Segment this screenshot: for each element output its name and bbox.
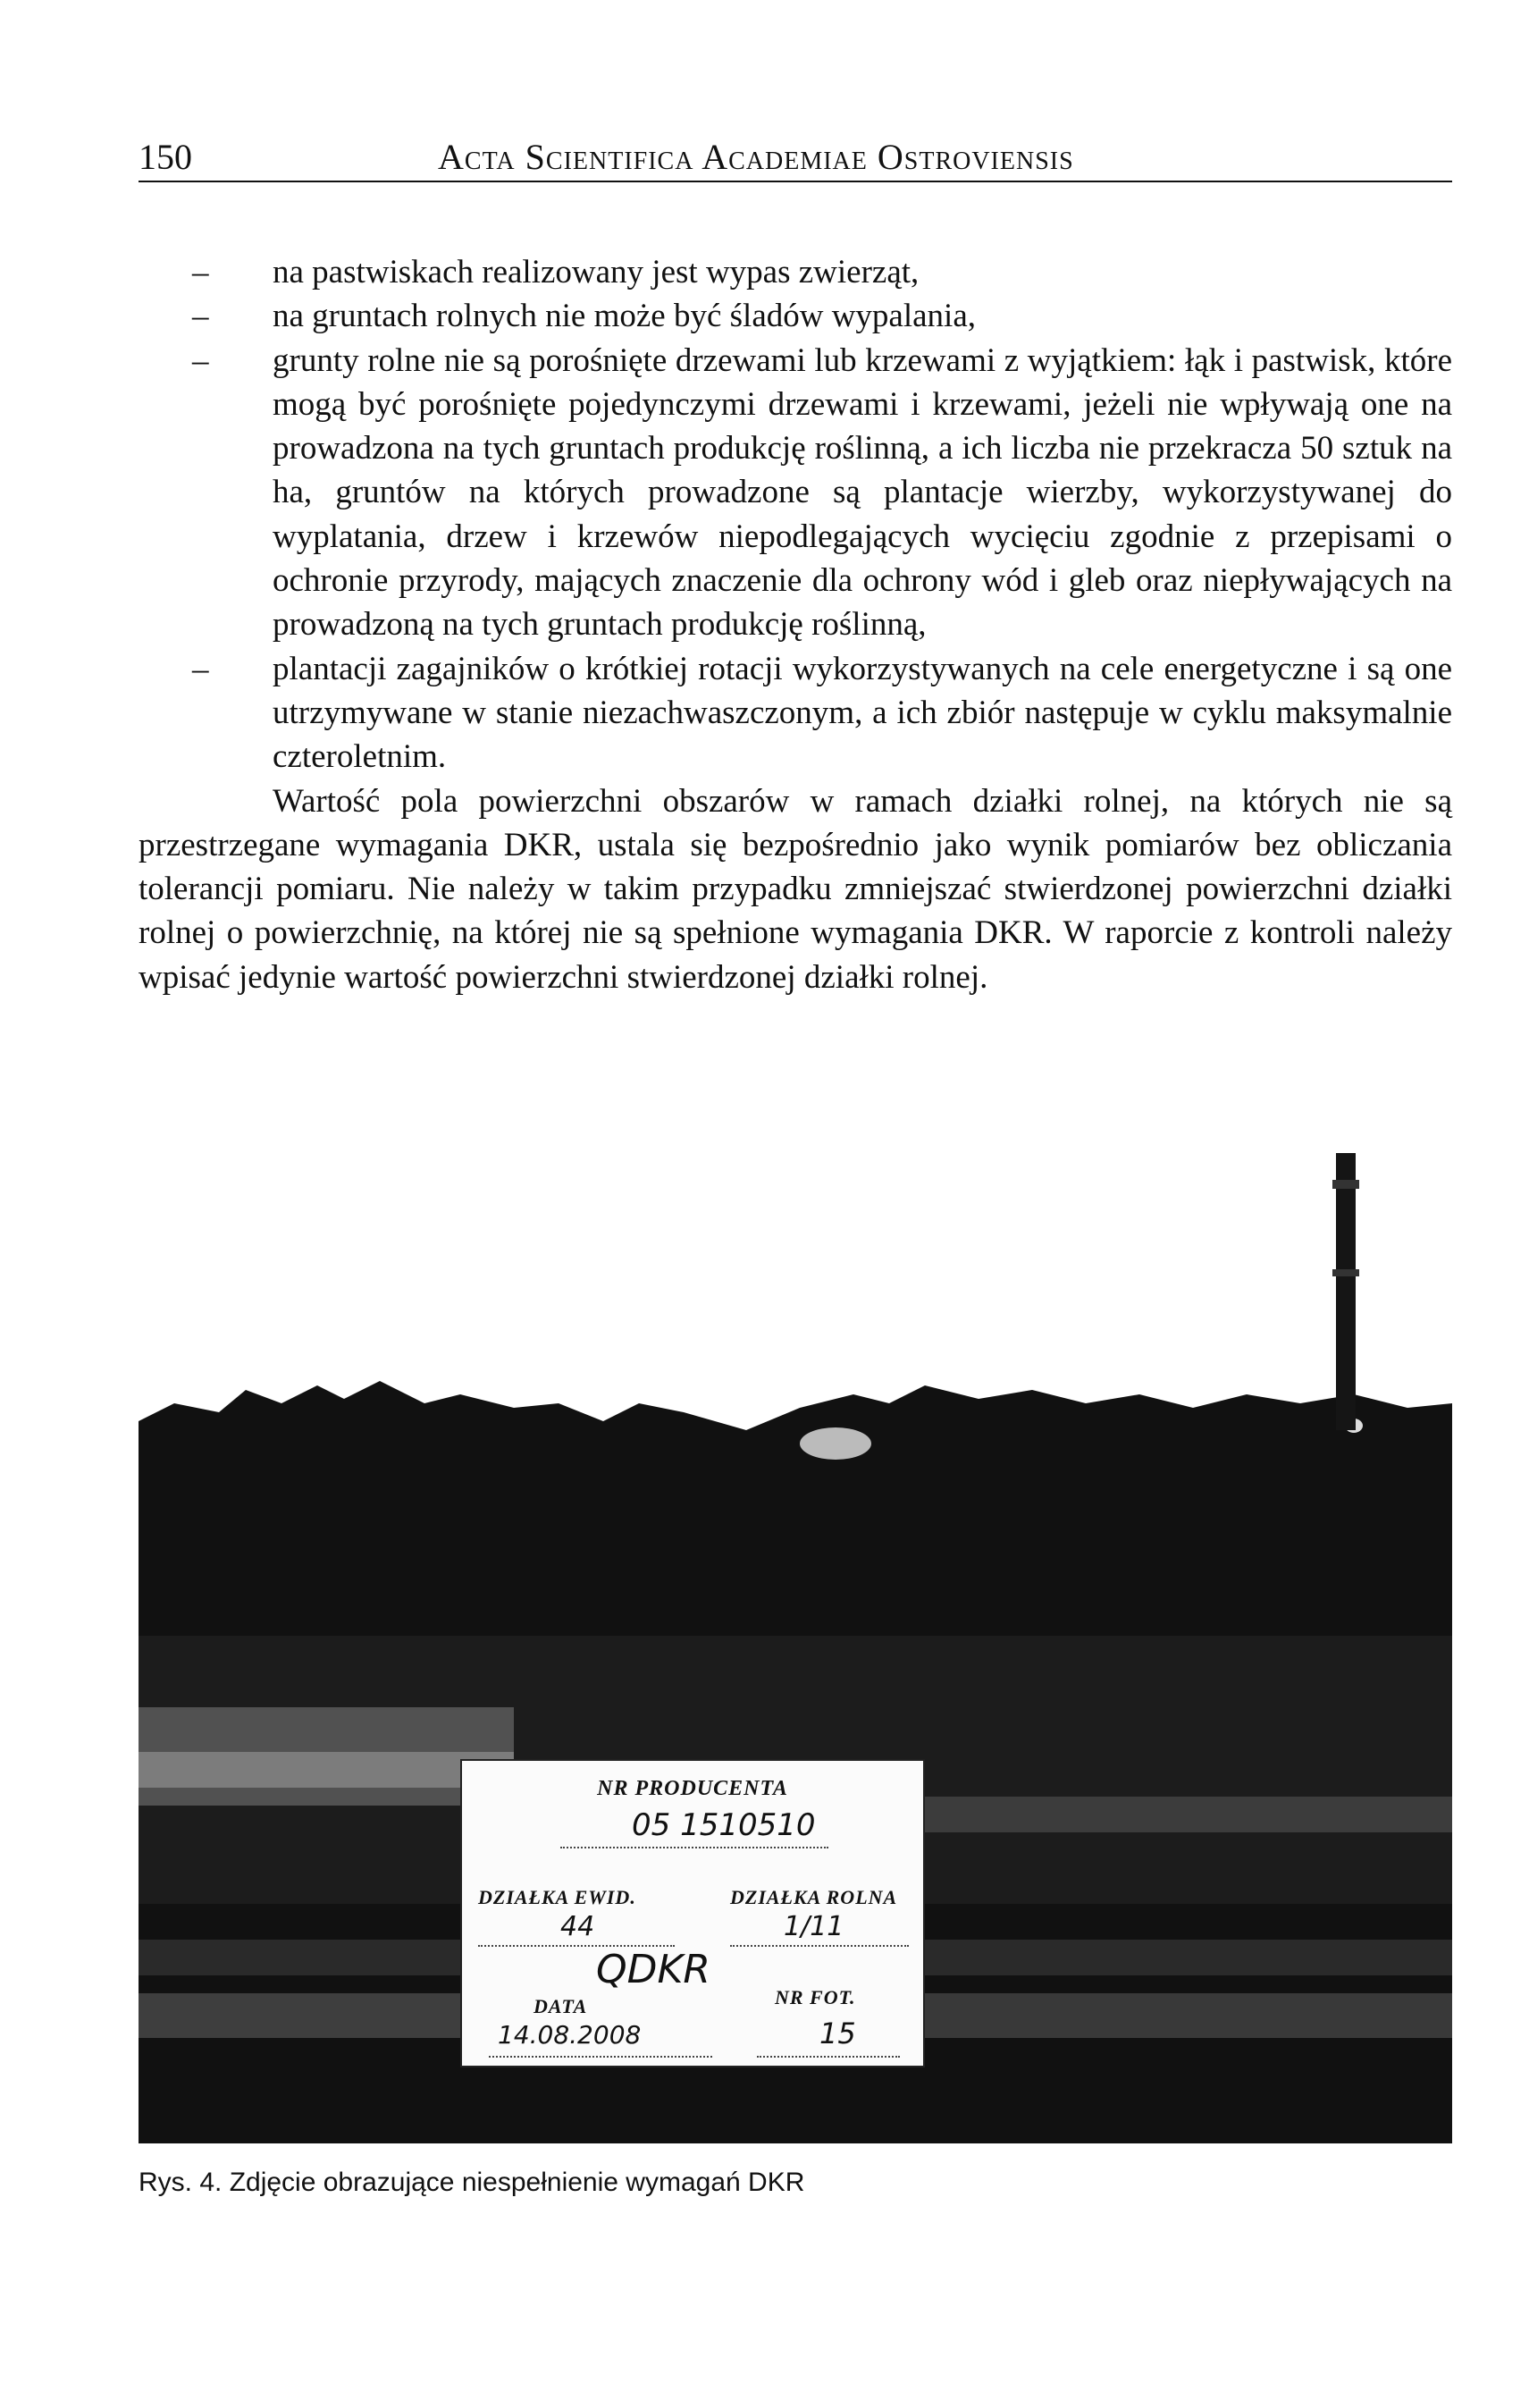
photo-number: 15 [819, 2016, 856, 2050]
date-label: DATA [533, 1995, 588, 2017]
list-item-text: grunty rolne nie są porośnięte drzewami lub krzewami z wyjątkiem: łąk i pastwisk, które mogą być porośnięte pojedynczymi drzewami i krzewami, jeżeli nie wpływają one na prowadzona na tych gruntach produkcję roślinną, a ich liczba nie przekracza 50 sztuk na ha, gruntów na których prowadzone są plantacje wierzby, wykorzystywanej do wyplatania, drzew i krzewów niepodlegających wycięciu zgodnie z przepisami o ochronie przyrody, mających znaczenie dla ochrony wód i gleb oraz niepływających na prowadzoną na tych gruntach produkcję roślinną, [273, 341, 1452, 644]
list-dash: – [192, 298, 209, 335]
photo-number-label: NR FOT. [775, 1986, 856, 2008]
plot-rolna-number: 1/11 [784, 1911, 844, 1942]
producer-number: 05 1510510 [632, 1807, 816, 1843]
list-item-text: na gruntach rolnych nie może być śladów wypalania, [273, 298, 977, 335]
field-photo [139, 1135, 1452, 2159]
list-dash: – [192, 650, 209, 687]
list-dash: – [192, 341, 209, 379]
dotted-line [560, 1847, 828, 1848]
body-text [139, 250, 1452, 999]
dotted-line [489, 2056, 712, 2058]
plot-rolna-label: DZIAŁKA ROLNA [730, 1886, 898, 1908]
dkr-stamp: QDKR [596, 1947, 710, 1992]
list-item [139, 647, 1452, 779]
plot-ewid-label: DZIAŁKA EWID. [478, 1886, 636, 1908]
list-item [139, 339, 1452, 647]
list-item-text: plantacji zagajników o krótkiej rotacji wykorzystywanych na cele energetyczne i są one utrzymywane w stanie niezachwaszczonym, a ich zbiór następuje w cyklu maksymalnie czteroletnim. [273, 650, 1452, 776]
running-header [139, 134, 1452, 182]
dotted-line [757, 2056, 900, 2058]
list-item [139, 294, 1452, 338]
journal-title: Acta Scientifica Academiae Ostroviensis [438, 137, 1074, 177]
producer-label: NR PRODUCENTA [597, 1777, 788, 1800]
plot-label-card [460, 1759, 925, 2067]
figure-caption: Rys. 4. Zdjęcie obrazujące niespełnienie wymagań DKR [139, 2168, 805, 2197]
list-item-text: na pastwiskach realizowany jest wypas zwierząt, [273, 254, 920, 290]
list-dash: – [192, 254, 209, 290]
body-paragraph: Wartość pola powierzchni obszarów w ramach działki rolnej, na których nie są przestrzegane wymagania DKR, ustala się bezpośrednio jako wynik pomiarów bez obliczania tolerancji pomiaru. Nie należy w takim przypadku zmniejszać stwierdzonej powierzchni działki rolnej o powierzchnię, na której nie są spełnione wymagania DKR. W raporcie z kontroli należy wpisać jedynie wartość powierzchni stwierdzonej działki rolnej. [139, 782, 1452, 996]
date-value: 14.08.2008 [498, 2020, 642, 2050]
dotted-line [730, 1945, 909, 1947]
plot-ewid-number: 44 [560, 1911, 595, 1942]
list-item [139, 250, 1452, 294]
page-number: 150 [139, 137, 192, 177]
